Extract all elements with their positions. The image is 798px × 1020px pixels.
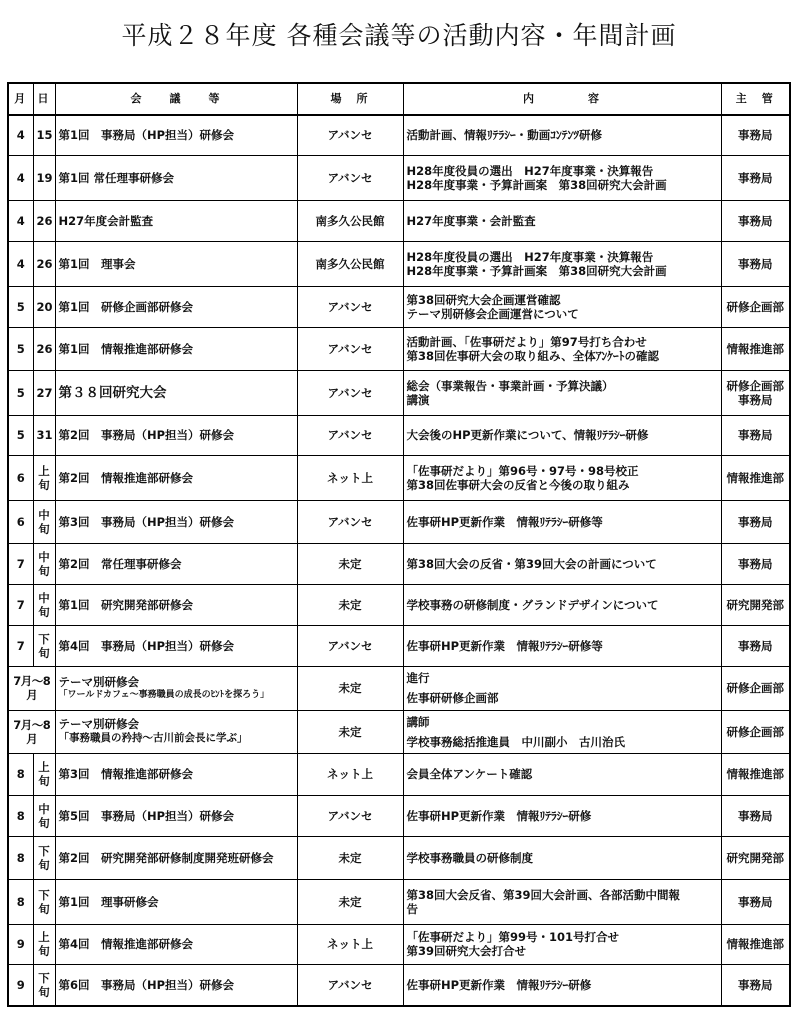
page-title: 平成２８年度 各種会議等の活動内容・年間計画	[121, 21, 677, 50]
content-line: 講師	[406, 714, 430, 729]
table-row	[8, 836, 790, 879]
day-cell: 上旬	[33, 753, 55, 795]
meeting-cell	[55, 924, 297, 964]
organizer-cell: 事務局	[721, 625, 790, 666]
content-cell	[403, 455, 721, 500]
place-cell: アバンセ	[297, 415, 403, 455]
place-cell: アバンセ	[297, 500, 403, 543]
organizer-cell: 研修企画部	[721, 710, 790, 753]
place-cell: ネット上	[297, 924, 403, 964]
content-cell	[403, 370, 721, 415]
content-cell	[403, 415, 721, 455]
meeting-cell	[55, 200, 297, 241]
meeting-cell	[55, 753, 297, 795]
month-cell: 9	[8, 964, 33, 1006]
month-cell: 7	[8, 543, 33, 584]
meeting-name: 第1回 研修企画部研修会	[58, 299, 194, 314]
organizer-cell: 事務局	[721, 879, 790, 924]
content-line: 佐事研HP更新作業 情報ﾘﾃﾗｼｰ研修等	[406, 638, 603, 653]
month-cell: 9	[8, 924, 33, 964]
content-line: 講演	[406, 392, 430, 407]
table-row	[8, 964, 790, 1006]
content-line: 第38回大会の反省・第39回大会の計画について	[406, 556, 657, 571]
place-cell: 未定	[297, 543, 403, 584]
table-row	[8, 286, 790, 327]
content-cell	[403, 666, 721, 710]
table-row	[8, 327, 790, 370]
month-cell: 5	[8, 370, 33, 415]
meeting-name: 第1回 理事会	[58, 256, 136, 271]
meeting-cell	[55, 155, 297, 200]
meeting-cell	[55, 625, 297, 666]
organizer-cell: 研修企画部	[721, 286, 790, 327]
content-cell	[403, 500, 721, 543]
content-line: 佐事研研修企画部	[406, 691, 499, 705]
meeting-cell	[55, 370, 297, 415]
month-cell: 6	[8, 500, 33, 543]
content-cell	[403, 710, 721, 753]
meeting-cell	[55, 836, 297, 879]
place-cell: アバンセ	[297, 795, 403, 836]
content-line: 第38回佐事研大会の反省と今後の取り組み	[406, 477, 630, 492]
month-cell: 7	[8, 584, 33, 625]
place-cell: 未定	[297, 584, 403, 625]
month-cell: 5	[8, 415, 33, 455]
content-cell	[403, 924, 721, 964]
content-line: 総会（事業報告・事業計画・予算決議）	[406, 378, 614, 393]
meeting-cell	[55, 286, 297, 327]
organizer-cell: 情報推進部	[721, 924, 790, 964]
content-line: 「佐事研だより」第99号・101号打合せ	[406, 930, 620, 944]
content-line: 第38回大会反省、第39回大会計画、各部活動中間報	[406, 887, 681, 902]
content-line: 「佐事研だより」第96号・97号・98号校正	[406, 463, 639, 478]
content-line: 学校事務の研修制度・グランドデザインについて	[406, 597, 659, 612]
organizer-cell: 情報推進部	[721, 753, 790, 795]
organizer-cell: 研究開発部	[721, 584, 790, 625]
table-row	[8, 115, 790, 155]
place-cell: アバンセ	[297, 286, 403, 327]
place-cell: 未定	[297, 666, 403, 710]
content-line: 佐事研HP更新作業 情報ﾘﾃﾗｼｰ研修	[406, 977, 592, 992]
content-line: 進行	[406, 671, 430, 685]
place-cell: アバンセ	[297, 625, 403, 666]
header-meeting: 会 議 等	[55, 83, 297, 115]
meeting-name: 第4回 事務局（HP担当）研修会	[58, 638, 235, 653]
table-row	[8, 879, 790, 924]
meeting-name: 第1回 常任理事研修会	[58, 170, 175, 185]
meeting-name: 第３８回研究大会	[58, 384, 167, 401]
meeting-name: 第3回 情報推進部研修会	[58, 767, 194, 781]
meeting-cell	[55, 543, 297, 584]
organizer-cell: 事務局	[721, 200, 790, 241]
place-cell: 未定	[297, 879, 403, 924]
content-line: H28年度役員の選出 H27年度事業・決算報告	[406, 249, 654, 264]
table-header-row	[8, 83, 790, 115]
meeting-cell	[55, 710, 297, 753]
organizer-cell: 事務局	[721, 543, 790, 584]
meeting-cell	[55, 795, 297, 836]
content-cell	[403, 625, 721, 666]
meeting-name: テーマ別研修会	[58, 717, 139, 731]
content-cell	[403, 795, 721, 836]
table-row	[8, 924, 790, 964]
month-cell: 4	[8, 115, 33, 155]
month-cell: 8	[8, 836, 33, 879]
day-cell: 上旬	[33, 924, 55, 964]
content-line: 大会後のHP更新作業について、情報ﾘﾃﾗｼｰ研修	[406, 428, 649, 442]
header-content: 内 容	[403, 83, 721, 115]
meeting-subtitle: 「ワールドカフェ～事務職員の成長のﾋﾝﾄを探ろう」	[58, 689, 270, 700]
place-cell: ネット上	[297, 455, 403, 500]
table-row	[8, 666, 790, 710]
month-cell: 8	[8, 879, 33, 924]
day-cell: 中旬	[33, 543, 55, 584]
meeting-cell	[55, 327, 297, 370]
content-line: 佐事研HP更新作業 情報ﾘﾃﾗｼｰ研修	[406, 808, 592, 823]
table-row	[8, 625, 790, 666]
day-cell: 上旬	[33, 455, 55, 500]
organizer-cell: 事務局	[721, 115, 790, 155]
organizer-cell: 事務局	[721, 241, 790, 286]
meeting-cell	[55, 879, 297, 924]
organizer-cell: 情報推進部	[721, 455, 790, 500]
meeting-name: 第1回 理事研修会	[58, 894, 159, 909]
content-cell	[403, 543, 721, 584]
meeting-subtitle: 「事務職員の矜持～古川前会長に学ぶ」	[58, 732, 248, 744]
schedule-rows	[8, 115, 790, 1006]
table-row	[8, 370, 790, 415]
meeting-name: 第1回 研究開発部研修会	[58, 597, 194, 612]
content-line: H28年度役員の選出 H27年度事業・決算報告	[406, 163, 654, 178]
meeting-name: 第6回 事務局（HP担当）研修会	[58, 977, 235, 992]
month-cell: 5	[8, 327, 33, 370]
month-range-cell: 7月～8月	[8, 666, 55, 710]
content-cell	[403, 879, 721, 924]
content-cell	[403, 241, 721, 286]
place-cell: アバンセ	[297, 327, 403, 370]
day-cell: 19	[33, 155, 55, 200]
place-cell: ネット上	[297, 753, 403, 795]
month-cell: 6	[8, 455, 33, 500]
content-cell	[403, 584, 721, 625]
place-cell: アバンセ	[297, 115, 403, 155]
month-cell: 7	[8, 625, 33, 666]
content-line: H27年度事業・会計監査	[406, 213, 536, 228]
table-row	[8, 200, 790, 241]
organizer-cell: 事務局	[721, 415, 790, 455]
month-cell: 4	[8, 155, 33, 200]
meeting-name: 第3回 事務局（HP担当）研修会	[58, 514, 235, 529]
month-cell: 8	[8, 753, 33, 795]
day-cell: 中旬	[33, 584, 55, 625]
content-line: 学校事務職員の研修制度	[406, 850, 533, 865]
content-line: 学校事務総括推進員 中川副小 古川治氏	[406, 734, 625, 749]
meeting-name: 第1回 事務局（HP担当）研修会	[58, 128, 235, 143]
meeting-cell	[55, 455, 297, 500]
organizer-cell: 研修企画部	[721, 666, 790, 710]
table-row	[8, 543, 790, 584]
place-cell: 未定	[297, 710, 403, 753]
day-cell: 15	[33, 115, 55, 155]
meeting-name: 第2回 情報推進部研修会	[58, 470, 194, 485]
day-cell: 26	[33, 327, 55, 370]
place-cell: 南多久公民館	[297, 241, 403, 286]
day-cell: 下旬	[33, 625, 55, 666]
table-row	[8, 241, 790, 286]
content-cell	[403, 753, 721, 795]
month-cell: 4	[8, 241, 33, 286]
content-line: 活動計画、「佐事研だより」第97号打ち合わせ	[406, 334, 647, 349]
meeting-cell	[55, 964, 297, 1006]
meeting-cell	[55, 241, 297, 286]
day-cell: 26	[33, 241, 55, 286]
meeting-name: 第2回 事務局（HP担当）研修会	[58, 428, 235, 442]
table-row	[8, 415, 790, 455]
meeting-name: 第4回 情報推進部研修会	[58, 937, 194, 951]
table-row	[8, 795, 790, 836]
place-cell: アバンセ	[297, 155, 403, 200]
organizer-cell: 研究開発部	[721, 836, 790, 879]
header-place: 場 所	[297, 83, 403, 115]
table-row	[8, 753, 790, 795]
content-cell	[403, 155, 721, 200]
organizer-cell: 研修企画部 事務局	[721, 370, 790, 415]
organizer-cell: 事務局	[721, 500, 790, 543]
meeting-name: 第5回 事務局（HP担当）研修会	[58, 808, 235, 823]
meeting-name: テーマ別研修会	[58, 674, 139, 689]
organizer-cell: 事務局	[721, 155, 790, 200]
content-line: 佐事研HP更新作業 情報ﾘﾃﾗｼｰ研修等	[406, 514, 603, 529]
content-line: テーマ別研修会企画運営について	[406, 306, 579, 321]
place-cell: アバンセ	[297, 370, 403, 415]
table-row	[8, 584, 790, 625]
content-line: 第38回佐事研大会の取り組み、全体ｱﾝｹｰﾄの確認	[406, 348, 659, 363]
month-cell: 5	[8, 286, 33, 327]
organizer-cell: 事務局	[721, 964, 790, 1006]
day-cell: 中旬	[33, 795, 55, 836]
content-line: 第38回研究大会企画運営確認	[406, 292, 561, 307]
meeting-cell	[55, 666, 297, 710]
meeting-cell	[55, 500, 297, 543]
header-organizer: 主 管	[721, 83, 790, 115]
place-cell: 未定	[297, 836, 403, 879]
meeting-name: H27年度会計監査	[58, 213, 154, 228]
content-line: 第39回研究大会打合せ	[406, 944, 527, 958]
meeting-name: 第2回 常任理事研修会	[58, 556, 182, 571]
content-line: H28年度事業・予算計画案 第38回研究大会計画	[406, 263, 667, 278]
meeting-cell	[55, 115, 297, 155]
content-line: 告	[406, 901, 418, 916]
day-cell: 31	[33, 415, 55, 455]
organizer-cell: 事務局	[721, 795, 790, 836]
content-cell	[403, 964, 721, 1006]
content-cell	[403, 327, 721, 370]
content-line: H28年度事業・予算計画案 第38回研究大会計画	[406, 177, 667, 192]
table-row	[8, 455, 790, 500]
meeting-name: 第1回 情報推進部研修会	[58, 341, 194, 356]
content-cell	[403, 200, 721, 241]
organizer-cell: 情報推進部	[721, 327, 790, 370]
day-cell: 下旬	[33, 836, 55, 879]
day-cell: 下旬	[33, 879, 55, 924]
month-range-cell: 7月～8月	[8, 710, 55, 753]
meeting-cell	[55, 415, 297, 455]
place-cell: アバンセ	[297, 964, 403, 1006]
day-cell: 下旬	[33, 964, 55, 1006]
content-cell	[403, 286, 721, 327]
day-cell: 26	[33, 200, 55, 241]
place-cell: 南多久公民館	[297, 200, 403, 241]
content-line: 活動計画、情報ﾘﾃﾗｼｰ・動画ｺﾝﾃﾝﾂ研修	[406, 128, 602, 143]
content-line: 会員全体アンケート確認	[406, 767, 533, 781]
day-cell: 20	[33, 286, 55, 327]
content-cell	[403, 115, 721, 155]
schedule-table	[7, 82, 791, 1007]
table-row	[8, 500, 790, 543]
table-row	[8, 710, 790, 753]
month-cell: 4	[8, 200, 33, 241]
header-day: 日	[33, 83, 55, 115]
meeting-name: 第2回 研究開発部研修制度開発班研修会	[58, 850, 274, 865]
meeting-cell	[55, 584, 297, 625]
month-cell: 8	[8, 795, 33, 836]
content-cell	[403, 836, 721, 879]
day-cell: 27	[33, 370, 55, 415]
table-row	[8, 155, 790, 200]
header-month: 月	[8, 83, 33, 115]
day-cell: 中旬	[33, 500, 55, 543]
